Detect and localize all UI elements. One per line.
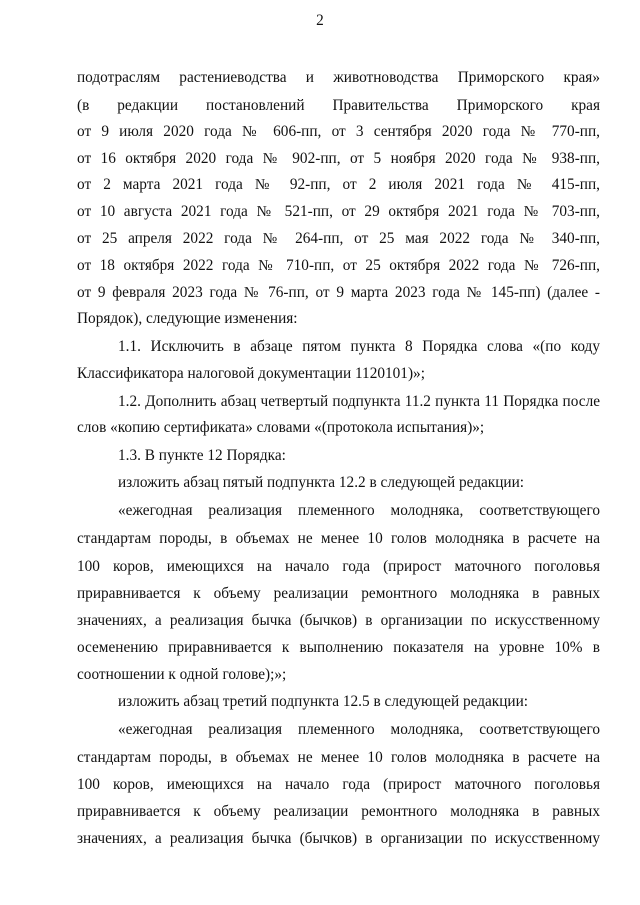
text-line: Классификатора налоговой документации 1120101)»; bbox=[77, 365, 425, 382]
text-line: 1.3. В пункте 12 Порядка: bbox=[118, 447, 286, 464]
text-line: стандартам породы, в объемах не менее 10 голов молодняка в расчете на bbox=[77, 749, 600, 766]
text-line: подотраслям растениеводства и животноводства Приморского края» bbox=[77, 69, 600, 86]
text-line: 1.1. Исключить в абзаце пятом пункта 8 Порядка слова «(по коду bbox=[118, 338, 600, 355]
text-line: «ежегодная реализация племенного молодняка, соответствующего bbox=[118, 721, 600, 738]
text-line: от 9 февраля 2023 года № 76-пп, от 9 марта 2023 года № 145-пп) (далее - bbox=[77, 284, 600, 301]
text-line: 1.2. Дополнить абзац четвертый подпункта 11.2 пункта 11 Порядка после bbox=[118, 393, 600, 410]
text-line: от 18 октября 2022 года № 710-пп, от 25 октября 2022 года № 726-пп, bbox=[77, 257, 600, 274]
text-line: «ежегодная реализация племенного молодняка, соответствующего bbox=[118, 502, 600, 519]
text-line: значениях, а реализация бычка (бычков) в организации по искусственному bbox=[77, 612, 600, 629]
text-line: изложить абзац третий подпункта 12.5 в следующей редакции: bbox=[118, 693, 529, 710]
text-line: (в редакции постановлений Правительства Приморского края bbox=[77, 97, 600, 114]
text-line: от 9 июля 2020 года № 606-пп, от 3 сентября 2020 года № 770-пп, bbox=[77, 123, 600, 140]
text-line: Порядок), следующие изменения: bbox=[77, 310, 298, 327]
text-line: осеменению приравнивается к выполнению показателя на уровне 10% в bbox=[77, 639, 600, 656]
text-line: 100 коров, имеющихся на начало года (прирост маточного поголовья bbox=[77, 776, 600, 793]
text-line: от 2 марта 2021 года № 92-пп, от 2 июля 2021 года № 415-пп, bbox=[77, 176, 600, 193]
text-line: от 10 августа 2021 года № 521-пп, от 29 октября 2021 года № 703-пп, bbox=[77, 203, 600, 220]
page-number: 2 bbox=[316, 12, 324, 29]
text-line: изложить абзац пятый подпункта 12.2 в следующей редакции: bbox=[118, 474, 525, 491]
text-line: от 16 октября 2020 года № 902-пп, от 5 ноября 2020 года № 938-пп, bbox=[77, 150, 600, 167]
text-line: стандартам породы, в объемах не менее 10 голов молодняка в расчете на bbox=[77, 530, 600, 547]
text-line: значениях, а реализация бычка (бычков) в организации по искусственному bbox=[77, 830, 600, 847]
text-line: слов «копию сертификата» словами «(протокола испытания)»; bbox=[77, 419, 485, 436]
text-line: 100 коров, имеющихся на начало года (прирост маточного поголовья bbox=[77, 558, 600, 575]
text-line: от 25 апреля 2022 года № 264-пп, от 25 мая 2022 года № 340-пп, bbox=[77, 230, 600, 247]
text-line: приравнивается к объему реализации ремонтного молодняка в равных bbox=[77, 803, 600, 820]
text-line: соотношении к одной голове);»; bbox=[77, 666, 287, 683]
text-line: приравнивается к объему реализации ремонтного молодняка в равных bbox=[77, 585, 600, 602]
